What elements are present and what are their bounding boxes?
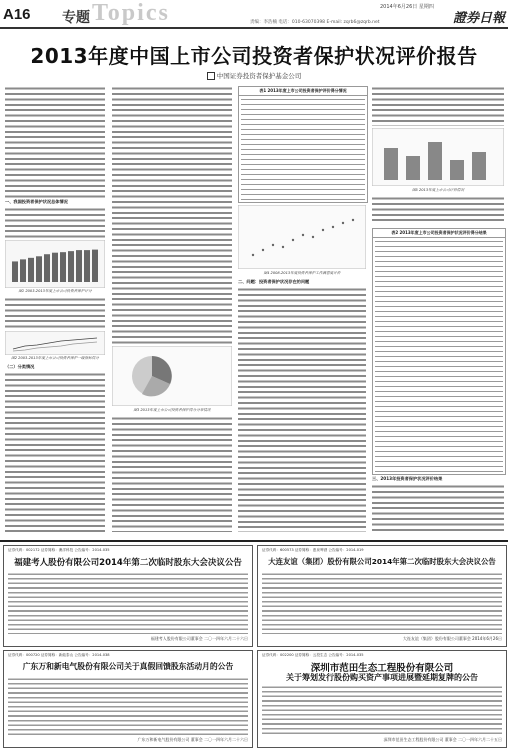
figure-caption: 图1 2003-2013年度上市公司投资者保护评分 — [18, 289, 92, 293]
announcement-code: 证券代码：600573 证券简称：惠泉啤酒 公告编号：2014-019 — [262, 548, 364, 552]
section-heading: 一、我国投资者保护状况总体情况 — [5, 199, 68, 204]
article-text — [5, 297, 105, 329]
table-title: 表2 2013年度上市公司投资者保护状况评价得分结果 — [373, 229, 505, 238]
section-heading: 二、问题：投资者保护状况存在的问题 — [238, 279, 310, 284]
headline-title: 2013年度中国上市公司投资者保护状况评价报告 — [30, 44, 478, 68]
announcement-title: 福建考人股份有限公司2014年第二次临时股东大会决议公告 — [14, 558, 242, 568]
announcement-code: 证券代码：000720 证券简称：新能泰山 公告编号：2014-038 — [8, 653, 110, 657]
announcement-title: 深圳市范田生态工程股份有限公司 — [310, 663, 454, 674]
line-chart — [5, 331, 105, 355]
chart-bar — [20, 259, 26, 282]
newspaper-logo: 證券日報 — [453, 11, 506, 26]
table-body — [241, 97, 365, 200]
chart-bar — [68, 251, 74, 282]
article-text — [5, 207, 105, 239]
figure-caption: 图5 2013年度上市公司评价情况 — [411, 188, 465, 192]
announcement-title: 大连友谊（集团）股份有限公司2014年第二次临时股东大会决议公告 — [268, 557, 496, 566]
announcement-body — [262, 572, 502, 634]
article-text — [372, 196, 504, 224]
announcement-signature: 深圳市范田生态工程股份有限公司 董事会 二〇一四年六月二十五日 — [383, 737, 502, 742]
chart-bar — [36, 256, 42, 282]
section-heading: 三、2013年投资者保护状况评价结果 — [372, 476, 443, 481]
announcement-signature: 大连友谊（集团）股份有限公司董事会 2014年6月26日 — [402, 636, 502, 641]
headline-byline: 中国证券投资者保护基金公司 — [0, 71, 508, 80]
announcement-subtitle: 关于筹划发行股份购买资产事项进展暨延期复牌的公告 — [286, 673, 478, 682]
issue-date: 2014年6月26日 星期四 — [380, 4, 434, 10]
section-label: 专题 — [62, 10, 90, 26]
announcement-code: 证券代码：002200 证券简称：云投生态 公告编号：2014-035 — [262, 653, 364, 657]
chart-bar — [52, 253, 58, 282]
article-text — [112, 86, 232, 344]
announcement-body — [262, 685, 502, 735]
header-rule — [0, 27, 508, 29]
announcement-box — [3, 545, 253, 647]
chart-bar — [12, 261, 18, 282]
announcement-title: 广东万和新电气股份有限公司关于真假回馈股东活动月的公告 — [22, 662, 234, 671]
editor-info: 责编：李浩楠 电话：010-63070398 E-mail: zqrb6@zqrb.net — [250, 20, 380, 25]
table-body — [375, 239, 503, 472]
chart-bar — [28, 258, 34, 282]
section-divider — [0, 540, 508, 542]
article-text — [5, 86, 105, 198]
article-text — [112, 416, 232, 532]
data-table — [238, 86, 368, 203]
topics-wordmark: Topics — [92, 0, 170, 26]
chart-bar — [92, 250, 98, 282]
announcement-body — [8, 572, 248, 634]
figure-caption: 图4 2008-2013年度投资者保护工作满意度评价 — [263, 271, 341, 275]
bar-chart — [5, 240, 105, 288]
article-text — [372, 484, 504, 532]
chart-bar — [84, 250, 90, 282]
figure-caption: 图3 2013年度上市公司投资者保护得分分布情况 — [133, 408, 211, 412]
announcement-code: 证券代码：002172 证券简称：澳洋科技 公告编号：2014-035 — [8, 548, 110, 552]
announcement-box — [257, 545, 507, 647]
article-text — [5, 372, 105, 532]
table-title: 表1 2013年度上市公司投资者保护评价得分情况 — [239, 87, 367, 96]
announcement-body — [8, 677, 248, 735]
chart-bar — [60, 252, 66, 282]
announcement-box — [3, 650, 253, 748]
section-heading: （二）分类情况 — [5, 364, 35, 369]
data-table — [372, 228, 506, 475]
announcement-signature: 广东万和新电气股份有限公司 董事会 二〇一四年六月二十六日 — [137, 737, 248, 742]
article-text — [238, 287, 366, 532]
page-number: A16 — [3, 6, 31, 23]
pie-chart — [112, 346, 232, 406]
figure-caption: 图2 2003-2013年度上市公司投资者保护一级指标得分 — [11, 356, 99, 360]
scatter-chart — [238, 205, 366, 269]
announcement-box — [257, 650, 507, 748]
announcement-signature: 福建考人股份有限公司董事会 二〇一四年六月二十六日 — [150, 636, 248, 641]
bar-chart — [372, 128, 504, 186]
chart-bar — [76, 250, 82, 282]
article-text — [372, 86, 504, 126]
chart-bar — [44, 254, 50, 282]
